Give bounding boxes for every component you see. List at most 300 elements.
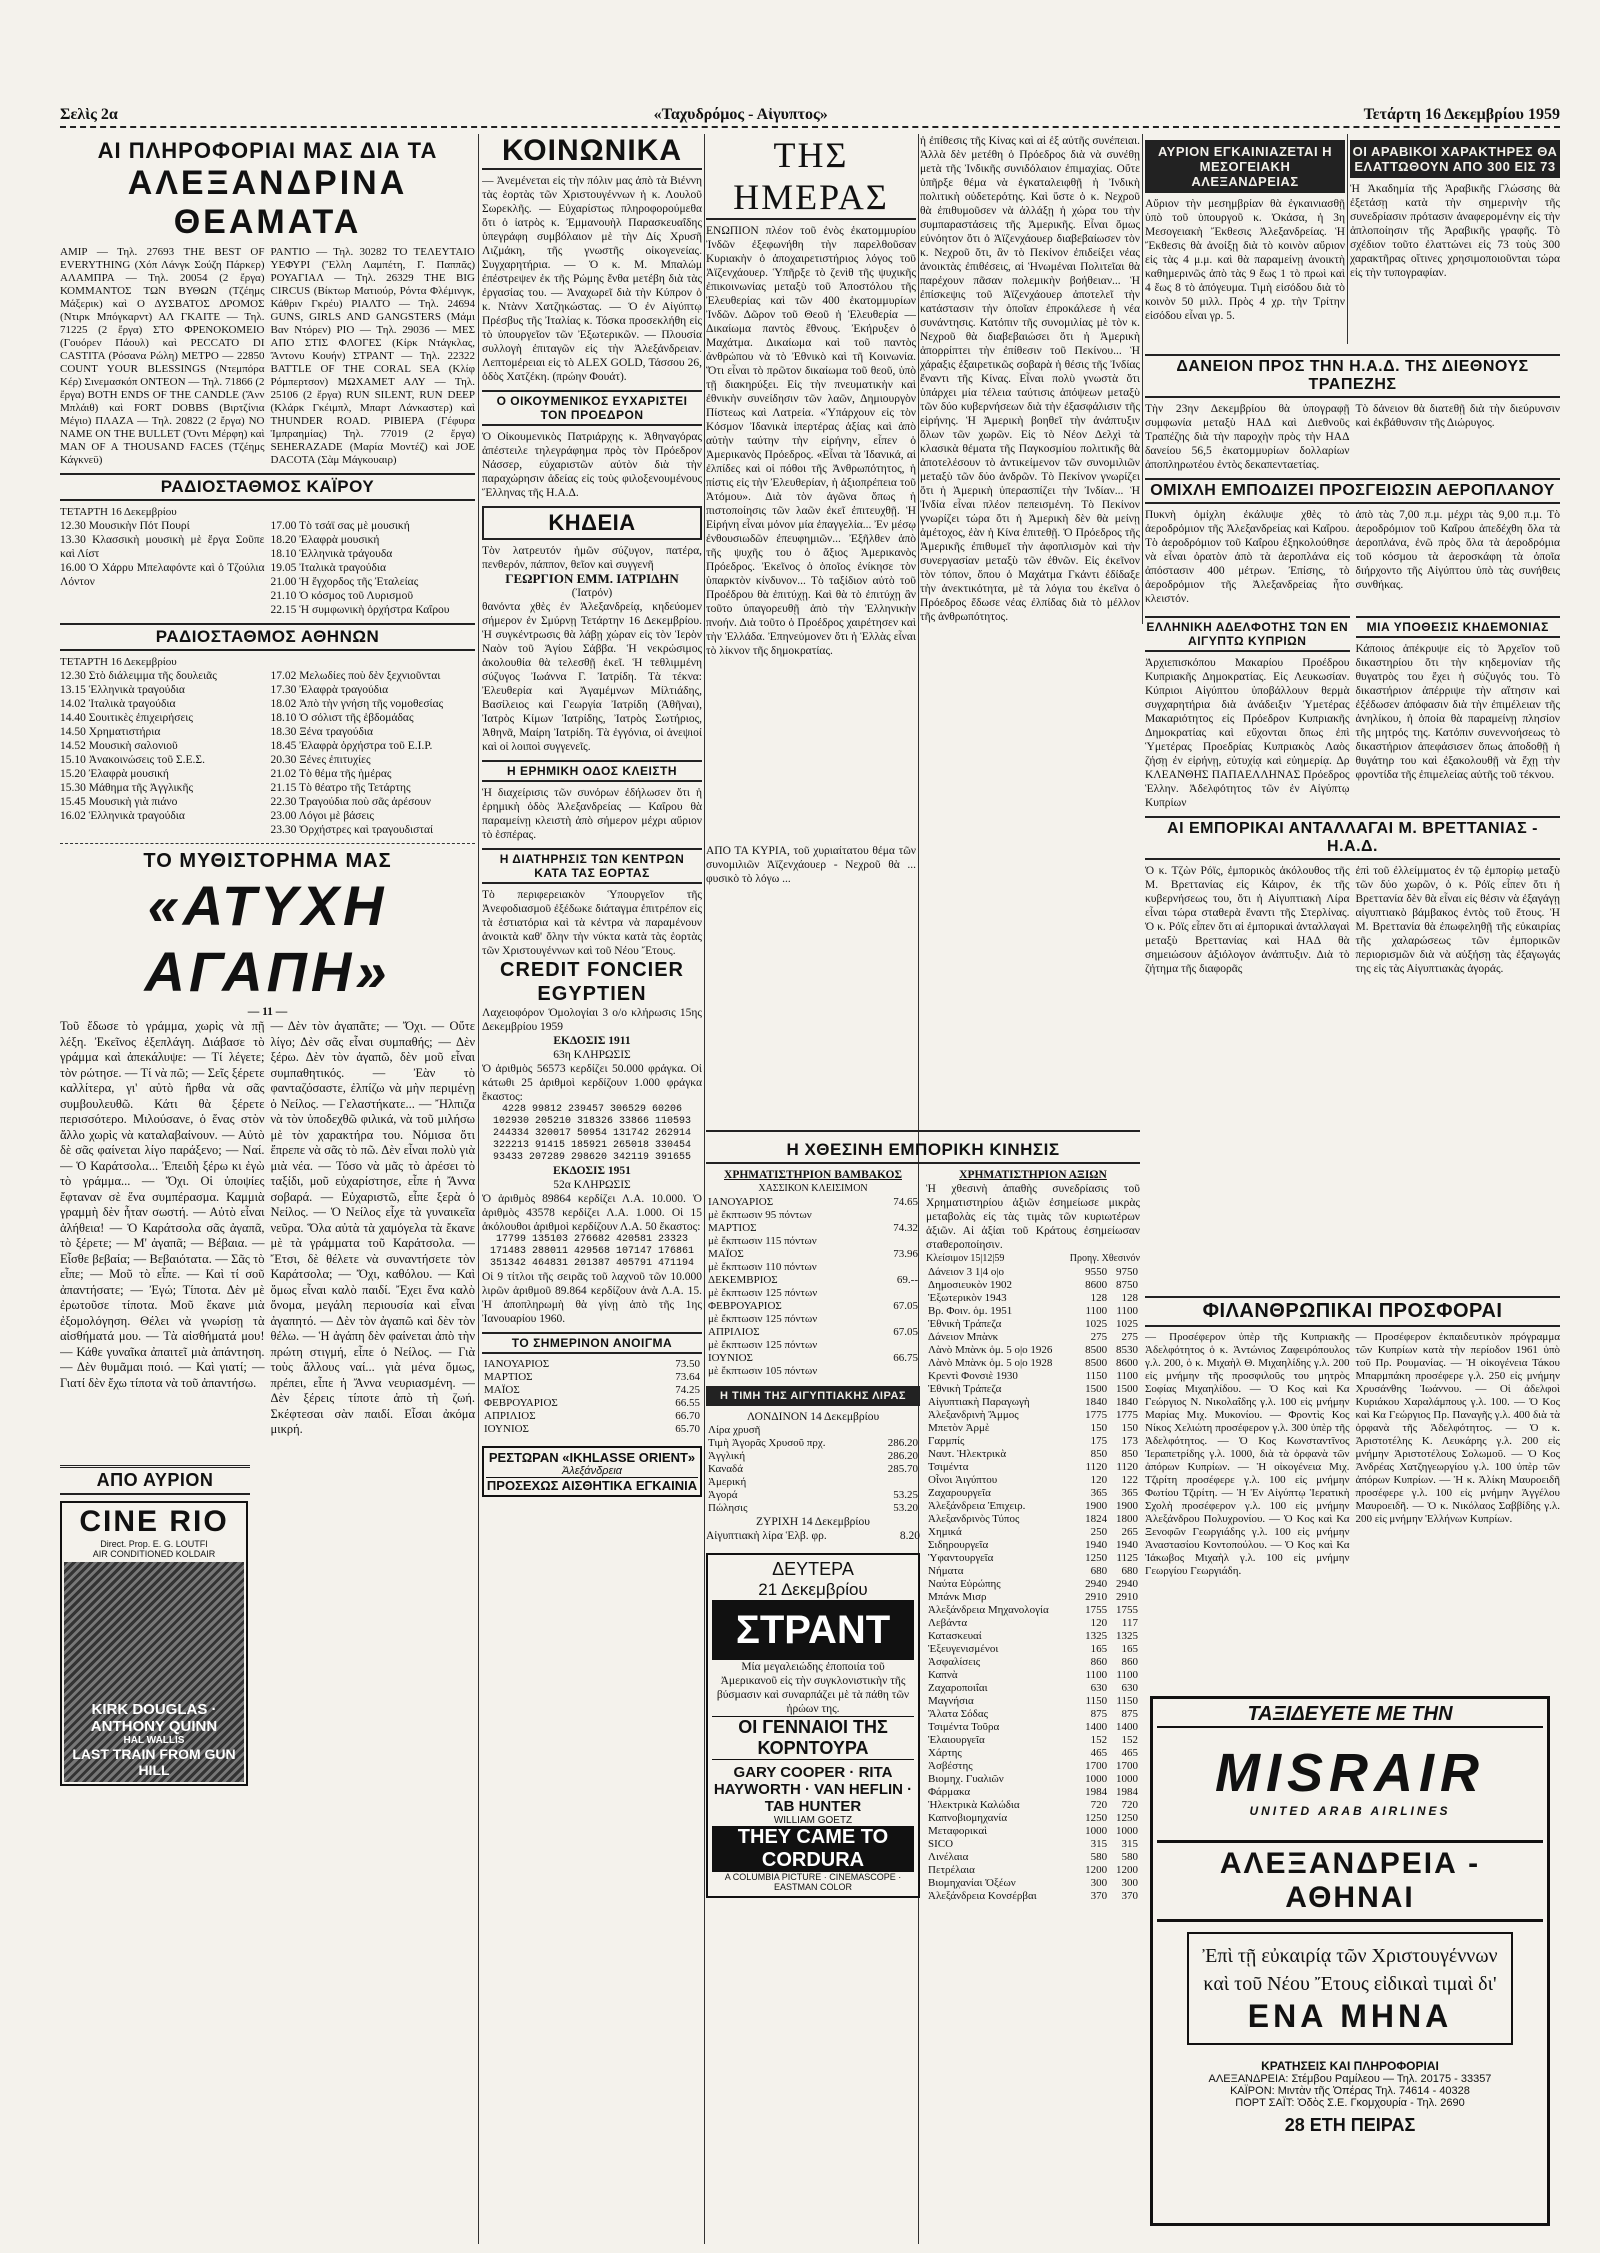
pound-city-2: ΖΥΡΙΧΗ 14 Δεκεμβρίου <box>756 1516 870 1528</box>
table-cell: 1000 <box>1116 1825 1138 1837</box>
credit-foncier-heading: CREDIT FONCIER EGYPTIEN <box>500 959 684 1005</box>
table-row <box>926 1474 1140 1487</box>
table-row <box>926 1422 1140 1435</box>
table-cell: 720 <box>1121 1799 1138 1811</box>
table-cell: 1100 <box>1116 1370 1138 1382</box>
table-cell: μὲ ἔκπτωσιν 95 πόντων <box>708 1209 812 1221</box>
misrair-experience: 28 ΕΤΗ ΠΕΙΡΑΣ <box>1284 2115 1416 2135</box>
table-row <box>926 1773 1140 1786</box>
column-rule <box>704 134 705 2244</box>
table-cell: 860 <box>1121 1656 1138 1668</box>
table-cell: 265 <box>1121 1526 1138 1538</box>
table-cell: Χάρτης <box>928 1747 962 1759</box>
table-cell: 680 <box>1121 1565 1138 1577</box>
social-heading: ΚΟΙΝΩΝΙΚΑ <box>482 134 702 170</box>
table-cell: Μαγνήσια <box>928 1695 974 1707</box>
table-cell: Γαρμπίς <box>928 1435 965 1447</box>
table-cell: 1025 <box>1085 1318 1108 1330</box>
radio-item: 18.02 Ἀπὸ τὴν γνήση τῆς νομοθεσίας <box>270 698 444 710</box>
cotton-exchange-sub: ΧΑΣΣΙΚΟΝ ΚΛΕΙΣΙΜΟΝ <box>758 1183 868 1194</box>
table-cell: ΜΑΪΟΣ <box>484 1384 520 1396</box>
table-cell: Λεβάντα <box>928 1617 968 1629</box>
table-row <box>926 1786 1140 1799</box>
table-cell: 1984 <box>1085 1786 1108 1798</box>
table-cell: ΦΕΒΡΟΥΑΡΙΟΣ <box>484 1397 558 1409</box>
table-cell: 122 <box>1121 1474 1138 1486</box>
table-cell: Κρεντὶ Φονσιὲ 1930 <box>928 1370 1018 1382</box>
fog-text-right: ἀπὸ τὰς 7,00 π.μ. μέχρι τὰς 9,00 π.μ. Τὸ ἀεροδρόμιον τοῦ Καΐρου ἀπεδέχθη ὅλα τὰ ἀεροπλάνα, ἐνῶ πρὸς ὅλα τὰ ἀεροδρόμια τοῦ κόσμου τὰ ἀεροσκάφη τὰ ὁποῖα διήρχοντο τῆς Αἰγύπτου ὑπὸ τὰς συνήθεις συνθήκας. <box>1355 509 1560 591</box>
movie-title: LAST TRAIN FROM GUN HILL <box>72 1746 236 1778</box>
table-row <box>926 1461 1140 1474</box>
strand-ad <box>706 1553 920 1898</box>
credit-issue-1: ΕΚΔΟΣΙΣ 1911 <box>553 1035 631 1047</box>
table-cell: 2910 <box>1085 1591 1108 1603</box>
radio-item: 13.30 Κλασσικὴ μουσικὴ μὲ ἔργα Σοῦπε καὶ Λίστ <box>60 534 265 560</box>
table-cell <box>877 1313 920 1326</box>
column-expo <box>1145 134 1345 344</box>
table-cell: ΑΠΡΙΛΙΟΣ <box>484 1410 536 1422</box>
table-cell: 1500 <box>1085 1383 1108 1395</box>
table-cell: 2940 <box>1116 1578 1138 1590</box>
charity-text-left: — Προσέφερον ὑπὲρ τῆς Κυπριακῆς Ἀδελφότητος ὁ κ. Ἀντώνιος Ζαφειρόπουλος γ.λ. 200, ὁ κ. Μιχαὴλ Θ. Μιχαηλίδης γ.λ. 200 εἰς μνήμην τῆς προσφιλοῦς του μητρὸς Σοφίας Μιχαηλίδου. — Ὁ Κος καὶ Κα Γεώργιος Ν. Νικολαΐδης γ.λ. 100 εἰς μνήμην Μαρίας Μιχ. Μυκονίου. — Φροντὶς Κος Νίκος Χελιώτη προσέφερον γ.λ. 300 ὑπὲρ τῆς Ἀδελφότητος. — Ὁ Κος Κωνσταντῖνος Ἱεραπετρίδης γ.λ. 1000, διὰ τὰ ὀρφανὰ τῶν ἀπόρων Κυπρίων. — Ἡ οἰκογένεια Μιχ. Τζιρίτη προσέφερε γ.λ. 100 εἰς μνήμην Φωτίου Τζιρίτη. — Ἡ Ἐν Αἰγύπτῳ Ἱερατικὴ Σχολὴ προσέφερον γ.λ. 100 εἰς μνήμην Ἀλεξάνδρου Πολυχρονίου. — Ὁ Κος καὶ Κα Ξενοφῶν Γεωργιάδης γ.λ. 100 εἰς μνήμην Ἀναστασίου Κοντοπούλου. — Ὁ Κος καὶ Κα Ἰάκωβος Μιχαὴλ γ.λ. 100 εἰς μνήμην Γεωργίου Γεωργιάδη. <box>1145 1331 1350 1577</box>
table-cell: μὲ ἔκπτωσιν 125 πόντων <box>708 1339 818 1351</box>
opening-heading: ΤΟ ΣΗΜΕΡΙΝΟΝ ΑΝΟΙΓΜΑ <box>482 1332 702 1354</box>
table-cell: 285.70 <box>887 1463 918 1475</box>
table-header-cell: Προηγ. <box>1069 1253 1100 1264</box>
table-cell: 1325 <box>1085 1630 1108 1642</box>
table-cell: 8530 <box>1116 1344 1138 1356</box>
table-row <box>926 1838 1140 1851</box>
table-cell: 1824 <box>1085 1513 1108 1525</box>
table-cell: 370 <box>1121 1890 1138 1902</box>
patriarch-heading: Ο ΟΙΚΟΥΜΕΝΙΚΟΣ ΕΥΧΑΡΙΣΤΕΙ ΤΟΝ ΠΡΟΕΔΡΟΝ <box>482 390 702 426</box>
radio-cairo-heading: ΡΑΔΙΟΣΤΑΘΜΟΣ ΚΑΪΡΟΥ <box>60 473 475 501</box>
radio-athens-schedule <box>60 669 475 837</box>
centers-text: Τὸ περιφερειακὸν Ὑπουργεῖον τῆς Ἀνεφοδιασμοῦ ἐξέδωκε διάταγμα ἐπιτρέπον εἰς τὰ ἐστιατόρια καὶ τὰ κέντρα νὰ παραμένουν ἀνοικτὰ καθ' ὅλην τὴν νύκτα κατὰ τὰς ἑορτὰς τῶν Χριστουγέννων καὶ τοῦ Νέου Ἔτους. <box>482 889 702 957</box>
table-cell: 117 <box>1121 1617 1138 1629</box>
credit-text-3: Ὁ ἀριθμὸς 89864 κερδίζει Λ.Α. 10.000. Ὁ ἀριθμὸς 43578 κερδίζει Λ.Α. 1.000. Οἱ 15 ἀκόλουθοι ἀριθμοὶ κερδίζουν Λ.Α. 50 ἕκαστος: <box>482 1193 702 1233</box>
table-cell: 150 <box>1121 1422 1138 1434</box>
table-cell: Ἀγγλική <box>708 1450 746 1462</box>
table-cell: Ἐξωτερικὸν 1943 <box>928 1292 1007 1304</box>
table-row <box>926 1448 1140 1461</box>
table-cell: 300 <box>1090 1877 1108 1889</box>
table-cell: 8500 <box>1085 1357 1108 1369</box>
custody-text: Κάποιος ἀπέκρυψε εἰς τὸ Ἀρχεῖον τοῦ δικαστηρίου ὅτι τὴν κηδεμονίαν τῆς θυγατρὸς του ἔχει ἡ σύζυγός του. Τὸ δικαστήριον ἀπέρριψε τὴν αἴτησιν καὶ ἐξέδωσεν ἀπόφασιν διὰ τὴν ἐπιμέλειαν τῆς ἀνηλίκου, ἡ ὁποία θὰ παραμείνῃ πλησίον τῆς μητρός της. Κατόπιν συνεννοήσεως τὸ δικαστήριον ἀπεφάσισεν ὅπως ἀποδοθῇ ἡ θυγάτηρ του καὶ ἐξακολουθῇ νὰ ἔχῃ τὴν φροντίδα τῆς ἐπιμελείας αὐτῆς τοῦ τέκνου. <box>1355 643 1560 781</box>
patriarch-text: Ὁ Οἰκουμενικὸς Πατριάρχης κ. Ἀθηναγόρας ἀπέστειλε τηλεγράφημα πρὸς τὸν Πρόεδρον Νάσσερ, εὐχαριστῶν αὐτὸν διὰ τὴν παραχώρησιν ἀδείας εἰς τοὺς φιλοξενουμένους Ἕλληνας τῆς Η.Α.Δ. <box>482 431 702 499</box>
table-cell: Αἰγυπτιακὴ Παραγωγὴ <box>928 1396 1030 1408</box>
stocks-table <box>926 1266 1140 1903</box>
table-cell: 73.96 <box>893 1248 918 1260</box>
day-text-end: ΑΠΟ ΤΑ ΚΥΡΙΑ, τοῦ χυριαίτατου θέμα τῶν συνομιλιῶν Ἀϊζενχάουερ - Νεχροῦ θὰ ... φυσικὸ τὸ λόγω ... <box>706 845 916 885</box>
radio-item: 17.30 Ἐλαφρὰ τραγούδια <box>270 684 389 696</box>
table-cell: Οἶνοι Ἀιγύπτου <box>928 1474 998 1486</box>
table-cell: 73.50 <box>675 1358 700 1370</box>
table-cell: 286.20 <box>887 1450 918 1462</box>
issue-date: Τετάρτη 16 Δεκεμβρίου 1959 <box>1363 106 1560 123</box>
table-row <box>706 1352 920 1365</box>
credit-text-4: Οἱ 9 τίτλοι τῆς σειρᾶς τοῦ λαχνοῦ τῶν 10.000 λιρῶν ἀριθμοῦ 89.864 κερδίζουν ἀνὰ Λ.Α. 15. Ἡ ἀποπληρωμὴ θὰ γίνῃ ἀπὸ τῆς 1ης Ἰανουαρίου 1960. <box>482 1271 702 1325</box>
table-row <box>926 1357 1140 1370</box>
table-row <box>926 1383 1140 1396</box>
radio-item: 12.30 Μουσικὴν Πότ Πουρί <box>60 520 190 532</box>
table-cell: 67.05 <box>893 1326 918 1338</box>
table-row <box>926 1760 1140 1773</box>
table-cell <box>877 1365 920 1378</box>
table-row <box>706 1463 920 1476</box>
table-cell: 1100 <box>1116 1305 1138 1317</box>
table-cell: ΔΕΚΕΜΒΡΙΟΣ <box>708 1274 778 1286</box>
cine-rio-logo: CINE RIO <box>79 1505 229 1538</box>
table-row <box>926 1266 1140 1279</box>
table-cell: Βιομηχανίαι Ὀξέων <box>928 1877 1016 1889</box>
trade-heading: Η ΧΘΕΣΙΝΗ ΕΜΠΟΡΙΚΗ ΚΙΝΗΣΙΣ <box>706 1138 1140 1164</box>
table-cell: 1125 <box>1116 1552 1138 1564</box>
table-cell <box>873 1476 920 1489</box>
radio-item: 15.30 Μάθημα τῆς Ἀγγλικῆς <box>60 782 194 794</box>
arabic-heading: ΟΙ ΑΡΑΒΙΚΟΙ ΧΑΡΑΚΤΗΡΕΣ ΘΑ ΕΛΑΤΤΩΘΟΥΝ ΑΠΟ 300 ΕΙΣ 73 <box>1350 140 1560 178</box>
table-cell <box>873 1424 920 1437</box>
radio-item: 17.02 Μελωδίες ποὺ δὲν ξεχνιοῦνται <box>270 670 441 682</box>
fog-heading: ΟΜΙΧΛΗ ΕΜΠΟΔΙΖΕΙ ΠΡΟΣΓΕΙΩΣΙΝ ΑΕΡΟΠΛΑΝΟΥ <box>1145 478 1560 504</box>
table-row <box>926 1825 1140 1838</box>
table-cell: 630 <box>1090 1682 1108 1694</box>
table-row <box>706 1450 920 1463</box>
paper-name: «Ταχυδρόμος - Αἰγυπτος» <box>653 106 828 123</box>
page-number: Σελὶς 2α <box>60 106 118 123</box>
table-cell: 128 <box>1121 1292 1138 1304</box>
table-row <box>926 1578 1140 1591</box>
table-cell <box>877 1261 920 1274</box>
radio-item: 16.02 Ἑλληνικὰ τραγούδια <box>60 810 185 822</box>
radio-item: 18.10 Ὁ σόλιστ τῆς ἑβδομάδας <box>270 712 414 724</box>
table-cell: 275 <box>1121 1331 1138 1343</box>
radio-item: 22.30 Τραγούδια ποὺ σᾶς ἀρέσουν <box>270 796 431 808</box>
table-cell: Λὰνὸ Μπὰνκ ὁμ. 5 ο|ο 1926 <box>928 1344 1053 1356</box>
table-row <box>706 1437 920 1450</box>
credit-intro: Λαχειοφόρον Ὁμολογίαι 3 ο/ο κλήρωσις 15ης Δεκεμβρίου 1959 <box>482 1007 702 1033</box>
novel-chapter: — 11 — <box>247 1006 288 1018</box>
table-cell: 580 <box>1090 1851 1108 1863</box>
strand-cast: GARY COOPER · RITA HAYWORTH · VAN HEFLIN · TAB HUNTER <box>713 1764 913 1815</box>
table-row <box>926 1747 1140 1760</box>
novel-text-left: Τοῦ ἔδωσε τὸ γράμμα, χωρὶς νὰ πῇ λέξη. Ἐκεῖνος ἐξεπλάγη. Διάβασε τὸ γράμμα καὶ ἀπεκάλυψε: — Τί λέγετε; τὸν ρώτησε. — Τί νὰ πῶ; — Σεῖς ξέρετε καλλίτερα, γι' αὐτὸ ἤρθα νὰ σᾶς συμβουλευθῶ. Κάτι θὰ ξέρετε περισσότερο. Μιλούσανε, ὁ ἕνας στὸν ἄλλο χωρὶς νὰ καταλαβαίνουν. — Αὐτὸ δὲ σᾶς φαίνεται λίγο παράξενο; — Ναί. — Ὁ Καράτσολα... Ἐπειδὴ ξέρω κι ἐγὼ τὸ γράμμα... — Ὄχι. Οἱ ὑποψίες ἔφταναν σὲ ἕνα συμπέρασμα. Καμμιὰ γραμμὴ δὲν ἦταν σωστή. — Αὐτὸ εἶναι ἀλήθεια! — Ὁ Καράτσολα σᾶς ἀγαπᾶ, τὸ ξέρετε; — Μ' ἀγαπᾶ; — Βέβαια. — Εἶσθε βεβαία; — Βεβαιότατα. — Σᾶς τὸ εἶπε; — Μοῦ τὸ εἶπε. — Καὶ τί σοῦ ἀπαντήσατε; — Ἐγώ; Τίποτα. Δὲν μὲ ἐρωτοῦσε τίποτα. Μοῦ ἔκανε μιὰ ἐξομολόγηση. Θέλει νὰ γνωρίσῃ τὰ αἰσθήματά μου. — Τὰ αἰσθήματά μου! — Κάθε γυναῖκα ἀπαιτεῖ μιὰ ἀπάντηση. — Δὲν θυμᾶμαι ποιό. — Καὶ γιατί; — Γιατί δὲν ἔχω τίποτα νὰ τοῦ ἀπαντήσω. <box>60 1019 265 1390</box>
cine-rio-ac: AIR CONDITIONED KOLDAIR <box>92 1549 216 1559</box>
table-row <box>926 1799 1140 1812</box>
table-row <box>926 1331 1140 1344</box>
table-cell: Τσιμέντα Τοῦρα <box>928 1721 1000 1733</box>
table-cell: 680 <box>1090 1565 1108 1577</box>
cotton-exchange-table <box>706 1196 920 1378</box>
charity-heading: ΦΙΛΑΝΘΡΩΠΙΚΑΙ ΠΡΟΣΦΟΡΑΙ <box>1145 1296 1560 1327</box>
table-cell: 2940 <box>1085 1578 1108 1590</box>
table-row <box>926 1617 1140 1630</box>
table-cell: Λίρα χρυσῆ <box>708 1424 761 1436</box>
radio-item: 21.15 Τὸ θέατρο τῆς Τετάρτης <box>270 782 411 794</box>
table-cell <box>877 1339 920 1352</box>
misrair-offer: Ἐπὶ τῇ εὐκαιρίᾳ τῶν Χριστουγέννων καὶ τοῦ Νέου Ἔτους εἰδικαὶ τιμαὶ δι' <box>1202 1945 1498 1995</box>
misrair-cairo: ΚΑΪΡΟΝ: Μιντὰν τῆς Ὀπέρας Τηλ. 74614 - 40328 <box>1230 2085 1470 2097</box>
custody-heading: ΜΙΑ ΥΠΟΘΕΣΙΣ ΚΗΔΕΜΟΝΙΑΣ <box>1356 616 1561 638</box>
strand-director: WILLIAM GOETZ <box>773 1815 853 1826</box>
radio-item: 18.30 Ξένα τραγούδια <box>270 726 374 738</box>
table-cell: 850 <box>1121 1448 1138 1460</box>
radio-item: 15.45 Μουσικὴ γιὰ πιάνο <box>60 796 178 808</box>
table-cell: Ζαχαρουργεῖα <box>928 1487 991 1499</box>
table-row <box>706 1300 920 1313</box>
table-row <box>926 1409 1140 1422</box>
table-row <box>926 1734 1140 1747</box>
table-cell: Καπνοβιομηχανία <box>928 1812 1008 1824</box>
bank-text-right: Τὸ δάνειον θὰ διατεθῇ διὰ τὴν διεύρυνσιν καὶ ἐκβάθυνσιν τῆς Διώρυγος. <box>1355 403 1560 429</box>
table-row <box>482 1371 702 1384</box>
britain-heading: ΑΙ ΕΜΠΟΡΙΚΑΙ ΑΝΤΑΛΛΑΓΑΙ Μ. ΒΡΕΤΤΑΝΙΑΣ - Η.Α.Δ. <box>1145 816 1560 860</box>
arabic-text: Ἡ Ἀκαδημία τῆς Ἀραβικῆς Γλώσσης θὰ ἐξετάσῃ κατὰ τὴν σημερινὴν τῆς συνεδρίασιν πρότασιν ἀναφερομένην εἰς τὴν ἀπλοποίησιν τῆς Ἀραβικῆς γραφῆς. Τὸ σχέδιον τοῦτο ἐλαττώνει εἰς 73 τοὺς 300 χαρακτῆρας οἵτινες χρησιμοποιοῦνται τώρα εἰς τὴν τυπογραφίαν. <box>1350 183 1560 279</box>
credit-issue-2: ΕΚΔΟΣΙΣ 1951 <box>553 1165 631 1177</box>
table-cell: Κατασκευαί <box>928 1630 982 1642</box>
pound-heading: Η ΤΙΜΗ ΤΗΣ ΑΙΓΥΠΤΙΑΚΗΣ ΛΙΡΑΣ <box>706 1386 920 1406</box>
table-cell: Μπάνκ Μισρ <box>928 1591 987 1603</box>
table-cell: 66.75 <box>893 1352 918 1364</box>
table-cell: 1250 <box>1116 1812 1138 1824</box>
table-cell: ΙΑΝΟΥΑΡΙΟΣ <box>708 1196 774 1208</box>
radio-item: 12.30 Στὸ διάλειμμα τῆς δουλειᾶς <box>60 670 217 682</box>
table-row <box>926 1695 1140 1708</box>
table-cell: 875 <box>1121 1708 1138 1720</box>
radio-athens-date: ΤΕΤΑΡΤΗ 16 Δεκεμβρίου <box>60 656 177 668</box>
table-cell: Ναύτα Εὐρώπης <box>928 1578 1001 1590</box>
table-header-cell: Χθεσινόν <box>1101 1253 1140 1264</box>
table-cell: 630 <box>1121 1682 1138 1694</box>
misrair-tagline: ΤΑΞΙΔΕΥΕΤΕ ΜΕ ΤΗΝ <box>1157 1703 1543 1728</box>
restaurant-city: Ἀλεξάνδρεια <box>561 1465 623 1477</box>
fog-text-left: Πυκνὴ ὁμίχλη ἐκάλυψε χθὲς τὸ ἀεροδρόμιον τῆς Ἀλεξανδρείας καὶ Καΐρου. Τὸ ἀεροδρόμιον τοῦ Καΐρου ἐξηκολούθησε νὰ εἶναι ὁρατὸν ἀπὸ τὰ ἀεροπλάνα εἰς ἀπόστασιν 400 μέτρων. Ἐπίσης, τὸ ἀεροδρόμιον τῆς Ἀλεξανδρείας ἦτο κλειστόν. <box>1145 509 1350 605</box>
restaurant-ad <box>482 1446 702 1497</box>
theatre-list-left: ΑΜΙΡ — Τηλ. 27693 THE BEST OF EVERYTHING (Χόπ Λάνγκ Σούζη Πάρκερ) ΑΛΑΜΠΡΑ — Τηλ. 20054 (2 ἔργα) ΚΟΜΜΑΝΤΟΣ ΤΩΝ ΒΥΘΩΝ (Τζέημς Μάξερικ) καὶ Ο ΔΥΣΒΑΤΟΣ ΔΡΟΜΟΣ (Ντιρκ Μπόγκαρντ) ΑΛ ΓΚΑΙΤΕ — Τηλ. 71225 (2 ἔργα) ΣΤΟ ΦΡΕΝΟΚΟΜΕΙΟ (Γουόρεν Πάουλ) καὶ PECCATO DI CASTITA (Ρόσανα Ρώλη) ΜΕΤΡΟ — 22850 COUNT YOUR BLESSINGS (Ντεμπόρα Κέρ) Σινεμασκόπ ΟΝΤΕΟΝ — Τηλ. 71866 (2 ἔργα) BOTH ENDS OF THE CANDLE (Ἄνν Μπλάιθ) καὶ FORT DOBBS (Βιρτζίνια Μέγιο) ΠΛΑΖΑ — Τηλ. 20822 (2 ἔργα) NO NAME ON THE BULLET (Ὄντι Μέρφη) καὶ MAN OF A THOUSAND FACES (Τζέημς Κάγκνεϋ) <box>60 246 265 466</box>
table-cell: 1100 <box>1116 1669 1138 1681</box>
radio-item: 14.02 Ἰταλικὰ τραγούδια <box>60 698 176 710</box>
table-cell: Πετρέλαια <box>928 1864 975 1876</box>
table-cell: 1500 <box>1116 1383 1138 1395</box>
theatre-listings <box>60 246 475 467</box>
table-cell: μὲ ἔκπτωσιν 105 πόντων <box>708 1365 818 1377</box>
theatre-list-right: ΡΑΝΤΙΟ — Τηλ. 30282 ΤΟ ΤΕΛΕΥΤΑΙΟ ΥΕΦΥΡΙ (Ἔλλη Λαμπέτη, Γ. Παππᾶς) ΡΟΥΑΓΙΑΛ — Τηλ. 26329 THE BIG CIRCUS (Βίκτωρ Ματιούρ, Ρόντα Φλέμινγκ, Κάθριν Γκρέυ) ΡΙΑΛΤΟ — Τηλ. 24694 GUNS, GIRLS AND GANGSTERS (Μάμι Βαν Ντόρεν) ΡΙΟ — Τηλ. 29036 — ΜΕΣ ΑΠΟ ΣΤΙΣ ΦΛΟΓΕΣ (Κίρκ Ντάγκλας, Ἄντονυ Κουήν) ΣΤΡΑΝΤ — Τηλ. 22322 BATTLE OF THE CORAL SEA (Κλίφ Ρόμπερτσον) ΜΩΧΑΜΕΤ ΑΛΥ — Τηλ. 25106 (2 ἔργα) RUN SILENT, RUN DEEP (Κλάρκ Γκέιμπλ, Μπαρτ Λάνκαστερ) καὶ THUNDER ROAD. ΡΙΒΙΕΡΑ (Γέφυρα Ἰμπραημίας) Τηλ. 77019 (2 ἔργα) SEHERAZADE (Μαρία Μοντέζ) καὶ JOE DACOTA (Σὰμ Μάγκουαιρ) <box>270 246 475 466</box>
novel-heading: ΤΟ ΜΥΘΙΣΤΟΡΗΜΑ ΜΑΣ <box>143 850 392 872</box>
table-cell: Ὑφαντουργεῖα <box>928 1552 994 1564</box>
table-row <box>926 1513 1140 1526</box>
table-row <box>926 1487 1140 1500</box>
table-row <box>482 1423 702 1436</box>
table-cell: 1840 <box>1116 1396 1138 1408</box>
table-cell: 120 <box>1090 1474 1108 1486</box>
centers-heading: Η ΔΙΑΤΗΡΗΣΙΣ ΤΩΝ ΚΕΝΤΡΩΝ ΚΑΤΑ ΤΑΣ ΕΟΡΤΑΣ <box>482 848 702 884</box>
table-cell: 8600 <box>1085 1279 1108 1291</box>
table-row <box>926 1669 1140 1682</box>
misrair-port-said: ΠΟΡΤ ΣΑΪΤ: Ὁδὸς Σ.Ε. Γκομχουρία - Τηλ. 2690 <box>1235 2097 1465 2109</box>
expo-heading: ΑΥΡΙΟΝ ΕΓΚΑΙΝΙΑΖΕΤΑΙ Η ΜΕΣΟΓΕΙΑΚΗ ΑΛΕΞΑΝΔΡΕΙΑΣ <box>1145 140 1345 193</box>
table-cell: μὲ ἔκπτωσιν 115 πόντων <box>708 1235 817 1247</box>
table-cell: 8750 <box>1116 1279 1138 1291</box>
table-cell: 128 <box>1090 1292 1108 1304</box>
radio-item: 14.40 Σουιτικὲς ἐπιχειρήσεις <box>60 712 193 724</box>
radio-item: 18.45 Ἐλαφρὰ ὀρχήστρα τοῦ Ε.Ι.Ρ. <box>270 740 433 752</box>
bank-article <box>1145 348 1560 976</box>
table-cell: Ἀγορά <box>708 1489 738 1501</box>
column-rule <box>1142 134 1143 624</box>
cotton-exchange-heading: ΧΡΗΜΑΤΙΣΤΗΡΙΟΝ ΒΑΜΒΑΚΟΣ <box>724 1169 902 1181</box>
table-cell: 175 <box>1090 1435 1108 1447</box>
table-row <box>706 1222 920 1235</box>
radio-item: 21.02 Τὸ θέμα τῆς ἡμέρας <box>270 768 392 780</box>
table-row <box>706 1196 920 1209</box>
table-cell: 66.70 <box>675 1410 700 1422</box>
table-row <box>706 1209 920 1222</box>
table-cell: 69.-- <box>896 1274 918 1286</box>
table-row <box>926 1396 1140 1409</box>
table-cell <box>877 1209 920 1222</box>
table-cell: Ἀλεξανδρινὴ Ἄμμος <box>928 1409 1019 1421</box>
radio-item: 14.52 Μουσικὴ σαλονιοῦ <box>60 740 178 752</box>
column-social <box>482 134 702 2244</box>
table-row <box>926 1344 1140 1357</box>
strand-date: 21 Δεκεμβρίου <box>758 1580 868 1599</box>
movie-poster-image <box>64 1562 244 1782</box>
table-cell: 73.64 <box>675 1371 700 1383</box>
table-row <box>482 1384 702 1397</box>
day-heading: ΤΗΣ ΗΜΕΡΑΣ <box>706 134 916 220</box>
table-cell: 74.65 <box>893 1196 918 1208</box>
table-cell: Βιομηχ. Γυαλιῶν <box>928 1773 1004 1785</box>
radio-item: 21.00 Ἡ ἔγχορδος τῆς Ἐταλείας <box>270 576 419 588</box>
table-cell: 1940 <box>1116 1539 1138 1551</box>
radio-item: 18.20 Ἐλαφρὰ μουσική <box>270 534 380 546</box>
table-cell: 9550 <box>1085 1266 1108 1278</box>
table-cell: Ἀλεξάνδρεια Μηχανολογία <box>928 1604 1049 1616</box>
cine-rio-ad <box>60 1501 248 1786</box>
table-cell: Μεταφορικαὶ <box>928 1825 988 1837</box>
radio-item: 21.10 Ὁ κόσμος τοῦ Λυρισμοῦ <box>270 590 414 602</box>
table-cell: 1000 <box>1085 1773 1108 1785</box>
table-row <box>706 1287 920 1300</box>
table-cell: 286.20 <box>887 1437 918 1449</box>
table-cell: Ἐθνικὴ Τράπεζα <box>928 1318 1002 1330</box>
table-cell: Ἀσβέστης <box>928 1760 973 1772</box>
table-cell: ΙΟΥΝΙΟΣ <box>484 1423 529 1435</box>
radio-item: 14.50 Χρηματιστήρια <box>60 726 161 738</box>
table-cell: 1100 <box>1085 1669 1108 1681</box>
table-row <box>926 1500 1140 1513</box>
table-cell: Καναδά <box>708 1463 743 1475</box>
table-row <box>706 1502 920 1515</box>
table-cell: 1200 <box>1085 1864 1108 1876</box>
stocks-header-row <box>926 1252 1140 1266</box>
table-row <box>926 1539 1140 1552</box>
opening-table <box>482 1358 702 1436</box>
table-cell: 1700 <box>1116 1760 1138 1772</box>
misrair-route: ΑΛΕΞΑΝΔΡΕΙΑ - ΑΘΗΝΑΙ <box>1157 1840 1543 1922</box>
table-cell: 1250 <box>1085 1812 1108 1824</box>
table-cell: 1755 <box>1085 1604 1108 1616</box>
expo-text: Αὔριον τὴν μεσημβρίαν θὰ ἐγκαινιασθῇ ὑπὸ τοῦ ὑπουργοῦ κ. Ὀκάσα, ἡ 3η Μεσογειακὴ Ἔκθεσις Ἀλεξανδρείας. Ἡ Ἔκθεσις θὰ ἀνοίξῃ διὰ τὸ κοινὸν αὔριον εἰς τὰς 4 μ.μ. καὶ θὰ παραμείνῃ ἀνοικτὴ καθημερινῶς ἀπὸ τὰς 9 ἕως 1 τὸ πρωὶ καὶ 4 ἕως 8 τὸ ἀπόγευμα. Τιμὴ εἰσόδου διὰ τὸ κοινὸν 50 μιλλ. Πρὸς 4 χρ. τὴν Τρίτην εἰσόδου εἶναι γρ. 5. <box>1145 198 1345 322</box>
road-closed-heading: Η ΕΡΗΜΙΚΗ ΟΔΟΣ ΚΛΕΙΣΤΗ <box>482 760 702 782</box>
radio-item: 19.05 Ἰταλικὰ τραγούδια <box>270 562 386 574</box>
radio-cairo-date: ΤΕΤΑΡΤΗ 16 Δεκεμβρίου <box>60 506 177 518</box>
table-cell: 1325 <box>1116 1630 1138 1642</box>
bank-heading: ΔΑΝΕΙΟΝ ΠΡΟΣ ΤΗΝ Η.Α.Δ. ΤΗΣ ΔΙΕΘΝΟΥΣ ΤΡΑΠΕΖΗΣ <box>1145 354 1560 398</box>
novel-title: «ΑΤΥΧΗ ΑΓΑΠΗ» <box>144 874 391 1003</box>
table-cell: Δάνειον 3 1|4 ο|ο <box>928 1266 1005 1278</box>
radio-item: 16.00 Ὁ Χάρρυ Μπελαφόντε καὶ ὁ Τζούλια Λόντον <box>60 562 265 588</box>
table-row <box>926 1630 1140 1643</box>
table-cell: 1755 <box>1116 1604 1138 1616</box>
table-cell: 8500 <box>1085 1344 1108 1356</box>
table-cell: 8600 <box>1116 1357 1138 1369</box>
misrair-month: ΕΝΑ ΜΗΝΑ <box>1247 1998 1453 2034</box>
table-row <box>706 1365 920 1378</box>
table-cell: 465 <box>1121 1747 1138 1759</box>
table-cell: 580 <box>1121 1851 1138 1863</box>
column-politics <box>920 134 1140 634</box>
pound-last-row <box>706 1529 920 1543</box>
table-row <box>926 1305 1140 1318</box>
table-cell: ΙΟΥΝΙΟΣ <box>708 1352 753 1364</box>
bank-text-left: Τὴν 23ην Δεκεμβρίου θὰ ὑπογραφῇ συμφωνία μεταξὺ ΗΑΔ καὶ Διεθνοῦς Τραπέζης διὰ τὴν παροχὴν πρὸς τὴν ΗΑΔ δανείου 56,5 ἑκατομμυρίων δολλαρίων ἀποπληρωτέου ἐντὸς δεκαπενταετίας. <box>1145 403 1350 471</box>
tomorrow-heading: ΑΠΟ ΑΥΡΙΟΝ <box>60 1465 250 1495</box>
radio-item: 23.00 Λόγοι μὲ βάσεις <box>270 810 374 822</box>
radio-item: 17.00 Τὸ τσάϊ σας μὲ μουσική <box>270 520 410 532</box>
misrair-ad <box>1150 1696 1550 2226</box>
divider <box>60 843 475 844</box>
column-entertainment <box>60 134 475 2244</box>
radio-item: 15.10 Ἀνακοινώσεις τοῦ Σ.Ε.Σ. <box>60 754 205 766</box>
credit-text-2: Ὁ ἀριθμὸς 56573 κερδίζει 50.000 φράγκα. Οἱ κάτωθι 25 ἀριθμοὶ κερδίζουν 1.000 φράγκα ἕκαστος: <box>482 1063 702 1103</box>
table-cell: 1940 <box>1085 1539 1108 1551</box>
table-row <box>706 1476 920 1489</box>
strand-studio: A COLUMBIA PICTURE · CINEMASCOPE · EASTMAN COLOR <box>724 1872 902 1892</box>
table-cell: Δάνειον Μπὰνκ <box>928 1331 999 1343</box>
misrair-alexandria: ΑΛΕΞΑΝΔΡΕΙΑ: Στέμβου Ραμίλεου — Τηλ. 20175 - 33357 <box>1208 2073 1492 2085</box>
table-cell: Τσιμέντα <box>928 1461 969 1473</box>
column-rule <box>478 134 479 2244</box>
table-row <box>926 1604 1140 1617</box>
table-cell: 165 <box>1121 1643 1138 1655</box>
table-row <box>926 1682 1140 1695</box>
table-cell: 1400 <box>1085 1721 1108 1733</box>
table-cell: 1200 <box>1116 1864 1138 1876</box>
table-cell: 1150 <box>1085 1370 1108 1382</box>
table-row <box>926 1877 1140 1890</box>
strand-day: ΔΕΥΤΕΡΑ <box>772 1559 854 1579</box>
table-cell: 1120 <box>1085 1461 1108 1473</box>
table-cell: 1984 <box>1116 1786 1138 1798</box>
radio-item: 22.15 Ἡ συμφωνικὴ ὀρχήστρα Καΐρου <box>270 604 450 616</box>
table-cell: 1150 <box>1085 1695 1108 1707</box>
table-cell: 365 <box>1121 1487 1138 1499</box>
table-cell: Ζαχαροποιΐαι <box>928 1682 988 1694</box>
credit-draw-2: 52α ΚΛΗΡΩΣΙΣ <box>553 1179 631 1191</box>
restaurant-name: ΡΕΣΤΩΡΑΝ «IKHLASSE ORIENT» <box>488 1450 696 1465</box>
table-cell: μὲ ἔκπτωσιν 110 πόντων <box>708 1261 817 1273</box>
trade-section <box>706 1130 1140 2242</box>
table-row <box>926 1708 1140 1721</box>
table-row <box>926 1643 1140 1656</box>
column-rule <box>1347 134 1348 344</box>
movie-producer: HAL WALLIS <box>123 1735 185 1746</box>
table-cell: ΜΑΡΤΙΟΣ <box>708 1222 757 1234</box>
table-cell: SICO <box>928 1838 954 1850</box>
table-cell: 165 <box>1090 1643 1108 1655</box>
table-row <box>926 1851 1140 1864</box>
